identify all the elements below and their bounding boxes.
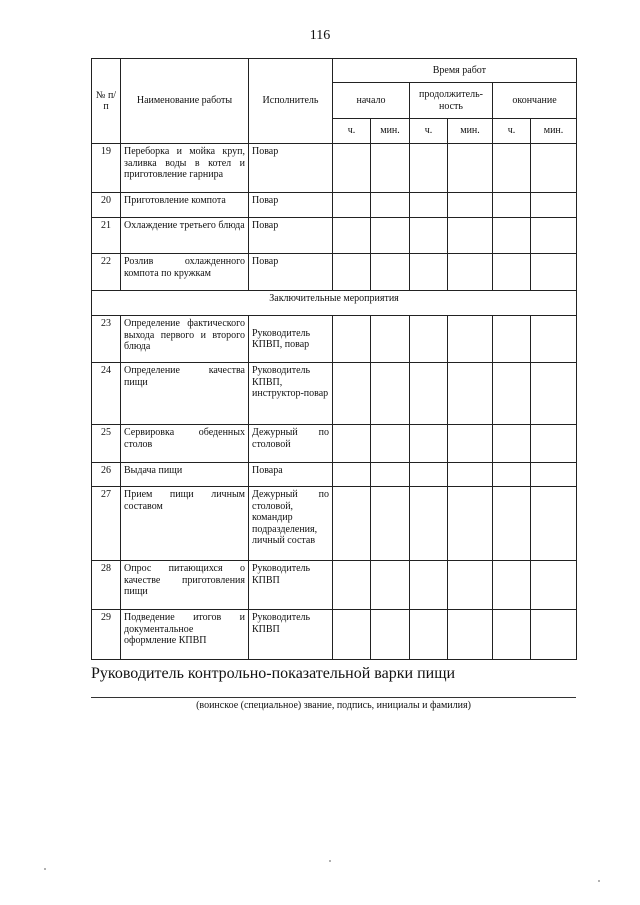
row-work-name: Сервировка обеденных столов <box>121 425 249 463</box>
row-number: 22 <box>92 254 121 291</box>
row-number: 29 <box>92 610 121 660</box>
header-work-name: Наименование работы <box>121 59 249 144</box>
footer-title: Руководитель контрольно-показательной варки пищи <box>91 665 456 682</box>
row-work-name: Охлаждение третьего блюда <box>121 218 249 254</box>
table-row <box>92 610 577 660</box>
row-executor: Руководитель КПВП <box>249 610 333 660</box>
row-number: 24 <box>92 363 121 425</box>
work-schedule-table <box>91 58 577 660</box>
row-work-name: Прием пищи личным составом <box>121 487 249 561</box>
table-row <box>92 487 577 561</box>
row-executor: Дежурный по столовой, командир подразделения, личный состав <box>249 487 333 561</box>
page-number: 116 <box>309 28 331 43</box>
section-row <box>92 291 577 316</box>
header-duration: продолжитель-ность <box>410 83 493 119</box>
header-executor: Исполнитель <box>249 59 333 144</box>
row-number: 21 <box>92 218 121 254</box>
row-work-name: Выдача пищи <box>121 463 249 487</box>
table-row <box>92 363 577 425</box>
table-row <box>92 144 577 193</box>
row-number: 26 <box>92 463 121 487</box>
table-row <box>92 193 577 218</box>
table-row <box>92 561 577 610</box>
header-start: начало <box>333 83 410 119</box>
header-end-hours: ч. <box>493 119 531 144</box>
row-executor: Руководитель КПВП, повар <box>249 316 333 363</box>
header-start-hours: ч. <box>333 119 371 144</box>
scan-speck <box>329 860 331 862</box>
section-title: Заключительные мероприятия <box>92 291 577 316</box>
row-number: 20 <box>92 193 121 218</box>
row-number: 27 <box>92 487 121 561</box>
table-row <box>92 463 577 487</box>
header-duration-hours: ч. <box>410 119 448 144</box>
row-number: 19 <box>92 144 121 193</box>
row-executor: Руководитель КПВП, инструктор-повар <box>249 363 333 425</box>
row-number: 25 <box>92 425 121 463</box>
row-executor: Повар <box>249 193 333 218</box>
signature-caption: (воинское (специальное) звание, подпись, инициалы и фамилия) <box>196 700 471 711</box>
header-duration-minutes: мин. <box>448 119 493 144</box>
row-executor: Повара <box>249 463 333 487</box>
row-work-name: Определение качества пищи <box>121 363 249 425</box>
row-work-name: Определение фактического выхода первого и второго блюда <box>121 316 249 363</box>
row-executor: Повар <box>249 254 333 291</box>
row-number: 23 <box>92 316 121 363</box>
scan-speck <box>44 868 46 870</box>
header-start-minutes: мин. <box>371 119 410 144</box>
row-work-name: Переборка и мойка круп, заливка воды в котел и приготовление гарнира <box>121 144 249 193</box>
row-executor: Повар <box>249 144 333 193</box>
row-work-name: Приготовление компота <box>121 193 249 218</box>
row-number: 28 <box>92 561 121 610</box>
table-row <box>92 254 577 291</box>
row-work-name: Подведение итогов и документальное оформление КПВП <box>121 610 249 660</box>
row-work-name: Розлив охлажденного компота по кружкам <box>121 254 249 291</box>
header-num: № п/п <box>92 59 121 144</box>
header-work-time: Время работ <box>333 59 577 83</box>
header-end-minutes: мин. <box>531 119 577 144</box>
signature-line <box>91 697 576 698</box>
table-row <box>92 316 577 363</box>
scan-speck <box>598 880 600 882</box>
row-executor: Повар <box>249 218 333 254</box>
table-row <box>92 218 577 254</box>
row-work-name: Опрос питающихся о качестве приготовления пищи <box>121 561 249 610</box>
row-executor: Руководитель КПВП <box>249 561 333 610</box>
row-executor: Дежурный по столовой <box>249 425 333 463</box>
table-row <box>92 425 577 463</box>
header-end: окончание <box>493 83 577 119</box>
